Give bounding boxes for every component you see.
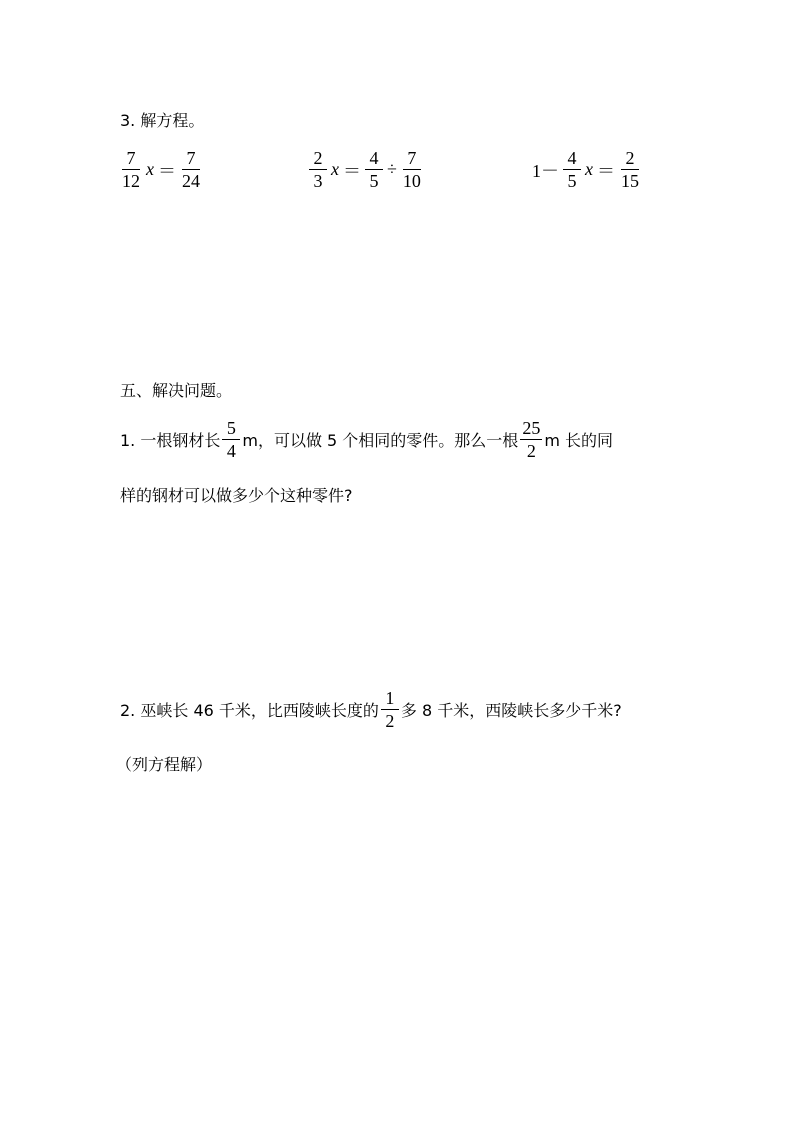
variable: x: [585, 159, 593, 179]
numerator: 2: [621, 148, 639, 170]
equals-sign: ＝: [158, 160, 176, 181]
divide-sign: ÷: [387, 159, 397, 179]
numerator: 7: [182, 148, 200, 170]
fraction: [365, 148, 383, 191]
numerator: 5: [222, 418, 240, 440]
denominator: 3: [313, 171, 323, 191]
numerator: 25: [522, 418, 541, 438]
question-2-text-b: 多 8 千米，西陵峡长多少千米?: [400, 701, 622, 720]
numerator: 4: [365, 148, 383, 170]
equals-sign: ＝: [597, 160, 615, 181]
equation-2: [307, 148, 425, 191]
denominator: 2: [526, 441, 536, 461]
denominator: 2: [385, 711, 395, 731]
denominator: 24: [182, 171, 200, 191]
variable: x: [146, 159, 154, 179]
question-2-line-2: （列方程解）: [116, 755, 213, 774]
fraction: [309, 148, 327, 191]
question-1-text-c: m 长的同: [544, 431, 613, 450]
equation-3: [530, 148, 643, 191]
question-1-text-a: 1. 一根钢材长: [120, 431, 221, 450]
fraction: [120, 148, 142, 191]
fraction: [401, 148, 423, 191]
fraction: [222, 418, 240, 461]
numerator: 7: [403, 148, 421, 170]
question-1-line-1: [120, 418, 613, 461]
question-1-line-2: 样的钢材可以做多少个这种零件?: [120, 486, 353, 505]
equals-sign: ＝: [343, 160, 361, 181]
fraction: [563, 148, 581, 191]
variable: x: [331, 159, 339, 179]
fraction: [180, 148, 202, 191]
section-3-heading: 3. 解方程。: [120, 111, 205, 130]
numerator: 1: [381, 688, 399, 710]
question-2-line-1: [120, 688, 622, 731]
fraction: [520, 418, 542, 461]
denominator: 10: [402, 171, 421, 191]
numerator: 7: [122, 148, 140, 170]
denominator: 15: [621, 171, 639, 191]
question-2-text-a: 2. 巫峡长 46 千米，比西陵峡长度的: [120, 701, 379, 720]
denominator: 4: [226, 441, 236, 461]
leading-term: 1－: [532, 160, 559, 181]
question-1-text-b: m，可以做 5 个相同的零件。那么一根: [242, 431, 519, 450]
numerator: 2: [309, 148, 327, 170]
equation-1: [118, 148, 204, 191]
section-5-heading: 五、解决问题。: [120, 381, 233, 400]
denominator: 5: [369, 171, 379, 191]
denominator: 5: [567, 171, 577, 191]
denominator: 12: [122, 171, 140, 191]
fraction: [619, 148, 641, 191]
numerator: 4: [563, 148, 581, 170]
fraction: [381, 688, 399, 731]
